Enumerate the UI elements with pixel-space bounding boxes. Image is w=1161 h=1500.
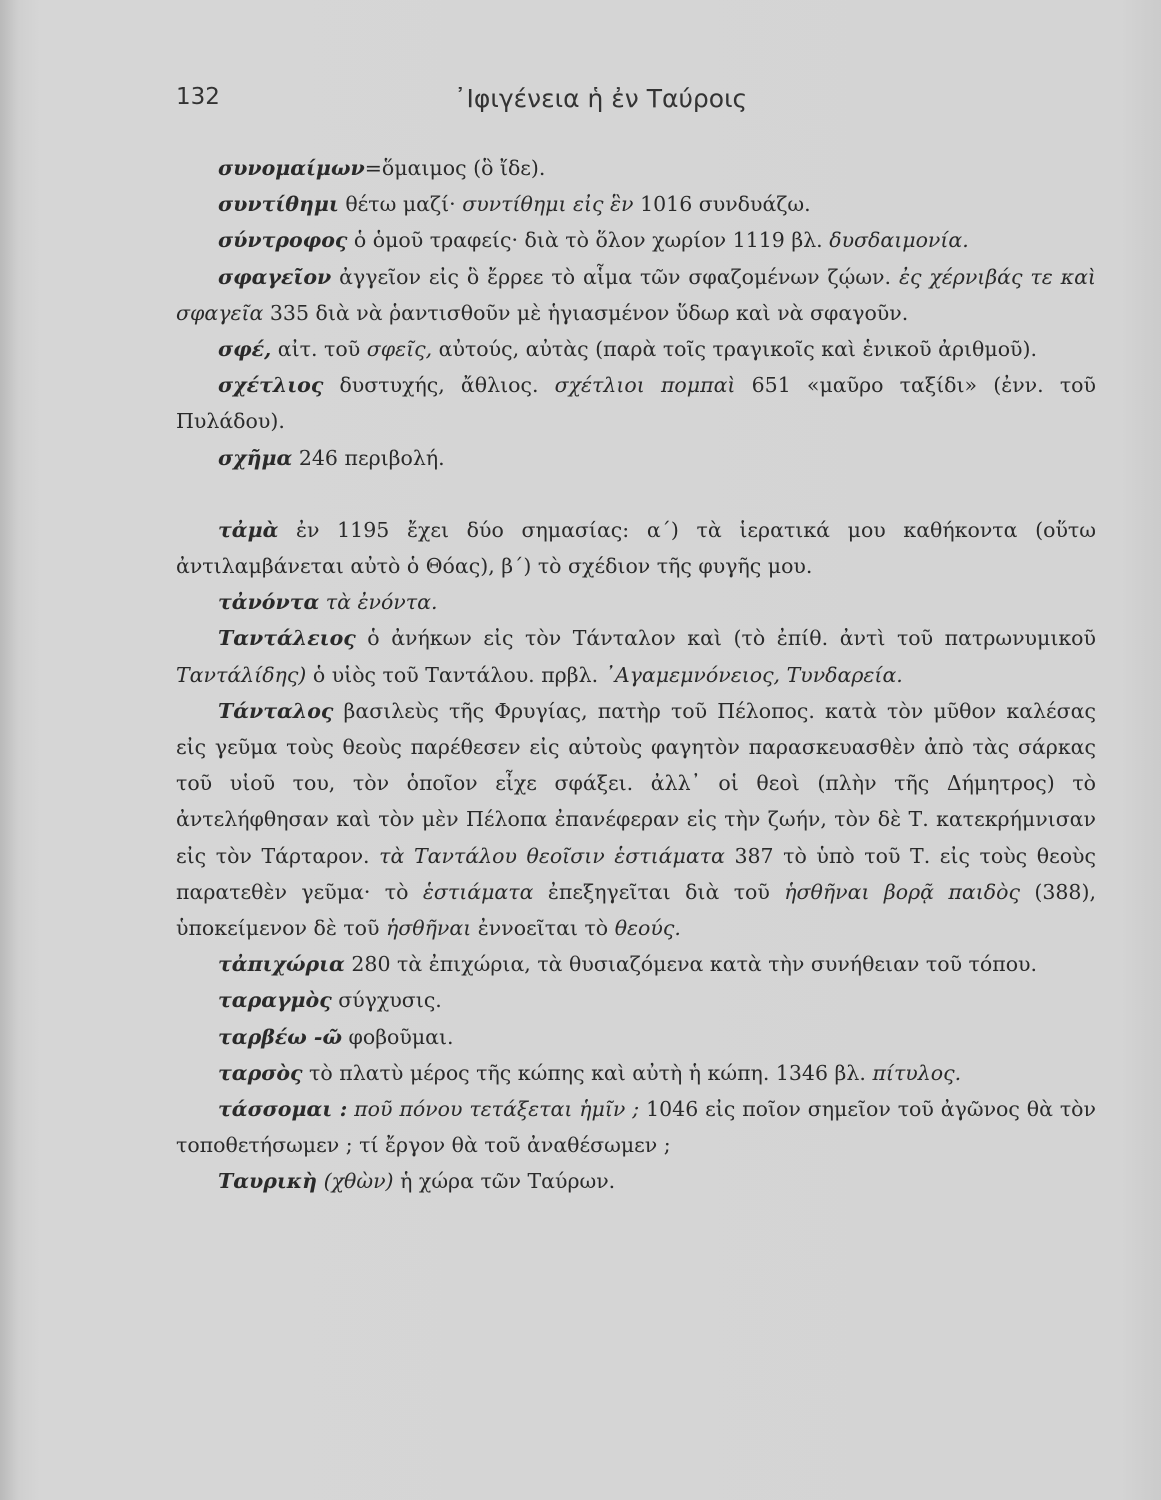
quotation: ἐς χέρνιβάς τε καὶ σφαγεῖα <box>176 264 1096 325</box>
glossary-entry <box>176 620 1096 692</box>
headword: Ταντάλειος <box>218 626 356 651</box>
glossary-entry <box>176 150 1096 186</box>
cross-reference: πίτυλος. <box>872 1060 962 1085</box>
page-number: 132 <box>176 84 220 110</box>
headword: Τάνταλος <box>218 698 334 723</box>
glossary-entry <box>176 186 1096 222</box>
headword: τἀνόντα <box>218 590 320 615</box>
headword: σχέτλιος <box>218 373 324 398</box>
quotation: (χθὼν) <box>323 1169 394 1194</box>
definition: ἀγγεῖον εἰς ὃ ἔρρεε τὸ αἷμα τῶν σφαζομένων ζῴων. <box>339 264 892 289</box>
glossary-entry <box>176 1091 1096 1163</box>
quotation: ποῦ πόνου τετάξεται ἡμῖν ; <box>354 1097 640 1122</box>
definition: σύγχυσις. <box>338 988 442 1013</box>
headword: συνομαίμων <box>218 156 365 180</box>
headword: σύντροφος <box>218 228 348 253</box>
quotation: Ταντάλίδης) <box>176 662 307 687</box>
quotation: τὰ Ταντάλου θεοῖσιν ἑστιάματα <box>379 843 725 868</box>
gloss: ἡ χώρα τῶν Ταύρων. <box>400 1169 616 1194</box>
definition: ὁ ὁμοῦ τραφείς· διὰ τὸ ὅλον χωρίον 1119 βλ. <box>353 228 823 253</box>
gloss: αὐτούς, αὐτὰς (παρὰ τοῖς τραγικοῖς καὶ ἑνικοῦ ἀριθμοῦ). <box>438 337 1038 362</box>
definition: αἰτ. τοῦ <box>277 337 361 362</box>
gloss: 387 τὸ ὑπὸ τοῦ Τ. εἰς τοὺς θεοὺς παρατεθὲν γεῦμα· τὸ <box>176 843 1096 904</box>
headword: ταρβέω -ῶ <box>218 1024 342 1049</box>
glossary-entries <box>176 150 1096 1200</box>
glossary-entry <box>176 259 1096 331</box>
definition: δυστυχής, ἄθλιος. <box>339 373 539 398</box>
page-header <box>176 84 796 124</box>
definition: θέτω μαζί· <box>345 192 456 217</box>
running-title: ᾿Ιφιγένεια ἡ ἐν Ταύροις <box>454 84 748 113</box>
cross-reference: τὰ ἐνόντα. <box>325 590 438 615</box>
glossary-entry <box>176 1163 1096 1199</box>
glossary-entry <box>176 222 1096 258</box>
headword: σφαγεῖον <box>218 264 332 289</box>
quotation: ἡσθῆναι <box>386 916 472 941</box>
glossary-entry <box>176 1019 1096 1055</box>
glossary-entry <box>176 512 1096 584</box>
cross-reference: δυσδαιμονία. <box>829 228 969 253</box>
quotation: ἡσθῆναι βορᾷ παιδὸς <box>784 879 1020 904</box>
headword: Ταυρικὴ <box>218 1169 318 1194</box>
gloss: (388), ὑποκείμενον δὲ τοῦ <box>176 879 1096 941</box>
headword: ταραγμὸς <box>218 988 332 1013</box>
glossary-entry <box>176 982 1096 1018</box>
gloss: ἐπεξηγεῖται διὰ τοῦ <box>547 879 770 904</box>
headword: σχῆμα <box>218 445 293 470</box>
definition: τὸ πλατὺ μέρος τῆς κώπης καὶ αὐτὴ ἡ κώπη. 1346 βλ. <box>309 1060 866 1085</box>
glossary-entry <box>176 946 1096 982</box>
quotation: θεούς. <box>614 916 681 941</box>
gloss: 651 «μαῦρο ταξίδι» (ἐνν. τοῦ Πυλάδου). <box>176 373 1096 434</box>
quotation: σφεῖς, <box>366 337 433 362</box>
headword: ταρσὸς <box>218 1060 303 1085</box>
definition: ὁ ἀνήκων εἰς τὸν Τάνταλον καὶ (τὸ ἐπίθ. ἀντὶ τοῦ πατρωνυμικοῦ <box>367 626 1096 651</box>
glossary-entry <box>176 331 1096 367</box>
definition: 246 περιβολή. <box>298 445 445 470</box>
definition: =ὅμαιμος (ὃ ἴδε). <box>364 156 546 180</box>
definition: ἐν 1195 ἔχει δύο σημασίας: α΄) τὰ ἱερατικά μου καθήκοντα (οὕτω ἀντιλαμβάνεται αὐτὸ ὁ Θόας), β΄) τὸ σχέδιον τῆς φυγῆς μου. <box>176 517 1096 579</box>
gloss: ἐννοεῖται τὸ <box>477 916 609 941</box>
glossary-entry <box>176 1055 1096 1091</box>
glossary-entry <box>176 584 1096 620</box>
quotation: ἑστιάματα <box>422 879 534 904</box>
glossary-entry <box>176 367 1096 439</box>
quotation: σχέτλιοι πομπαὶ <box>554 373 736 398</box>
headword: τἀμὰ <box>218 517 279 542</box>
definition: φοβοῦμαι. <box>348 1024 454 1049</box>
gloss: 1046 εἰς ποῖον σημεῖον τοῦ ἀγῶνος θὰ τὸν τοποθετήσωμεν ; τί ἔργον θὰ τοῦ ἀναθέσωμεν ; <box>176 1097 1096 1158</box>
quotation: συντίθημι εἰς ἓν <box>462 192 634 217</box>
headword: τἀπιχώρια <box>218 952 345 977</box>
gloss: 335 διὰ νὰ ῥαντισθοῦν μὲ ἡγιασμένον ὕδωρ καὶ νὰ σφαγοῦν. <box>269 300 909 325</box>
gloss: 1016 συνδυάζω. <box>640 192 811 217</box>
definition: 280 τὰ ἐπιχώρια, τὰ θυσιαζόμενα κατὰ τὴν συνήθειαν τοῦ τόπου. <box>351 952 1038 977</box>
headword: συντίθημι <box>218 192 339 217</box>
headword: σφέ, <box>218 337 272 362</box>
definition: βασιλεὺς τῆς Φρυγίας, πατὴρ τοῦ Πέλοπος. κατὰ τὸν μῦθον καλέσας εἰς γεῦμα τοὺς θεοὺς παρέθεσεν εἰς αὐτοὺς φαγητὸν παρασκευασθὲν ἀπὸ τὰς σάρκας τοῦ υἱοῦ του, τὸν ὁποῖον εἶχε σφάξει. ἀλλ᾿ οἱ θεοὶ (πλὴν τῆς Δήμητρος) τὸ ἀντελήφθησαν καὶ τὸν μὲν Πέλοπα ἐπανέφεραν εἰς τὴν ζωήν, τὸν δὲ Τ. κατεκρήμνισαν εἰς τὸν Τάρταρον. <box>176 698 1096 868</box>
glossary-entry <box>176 693 1096 946</box>
glossary-entry <box>176 440 1096 476</box>
gloss: ὁ υἱὸς τοῦ Ταντάλου. πρβλ. <box>312 662 599 687</box>
cross-reference: ᾿Αγαμεμνόνειος, Τυνδαρεία. <box>604 662 903 687</box>
headword: τάσσομαι : <box>218 1097 348 1122</box>
